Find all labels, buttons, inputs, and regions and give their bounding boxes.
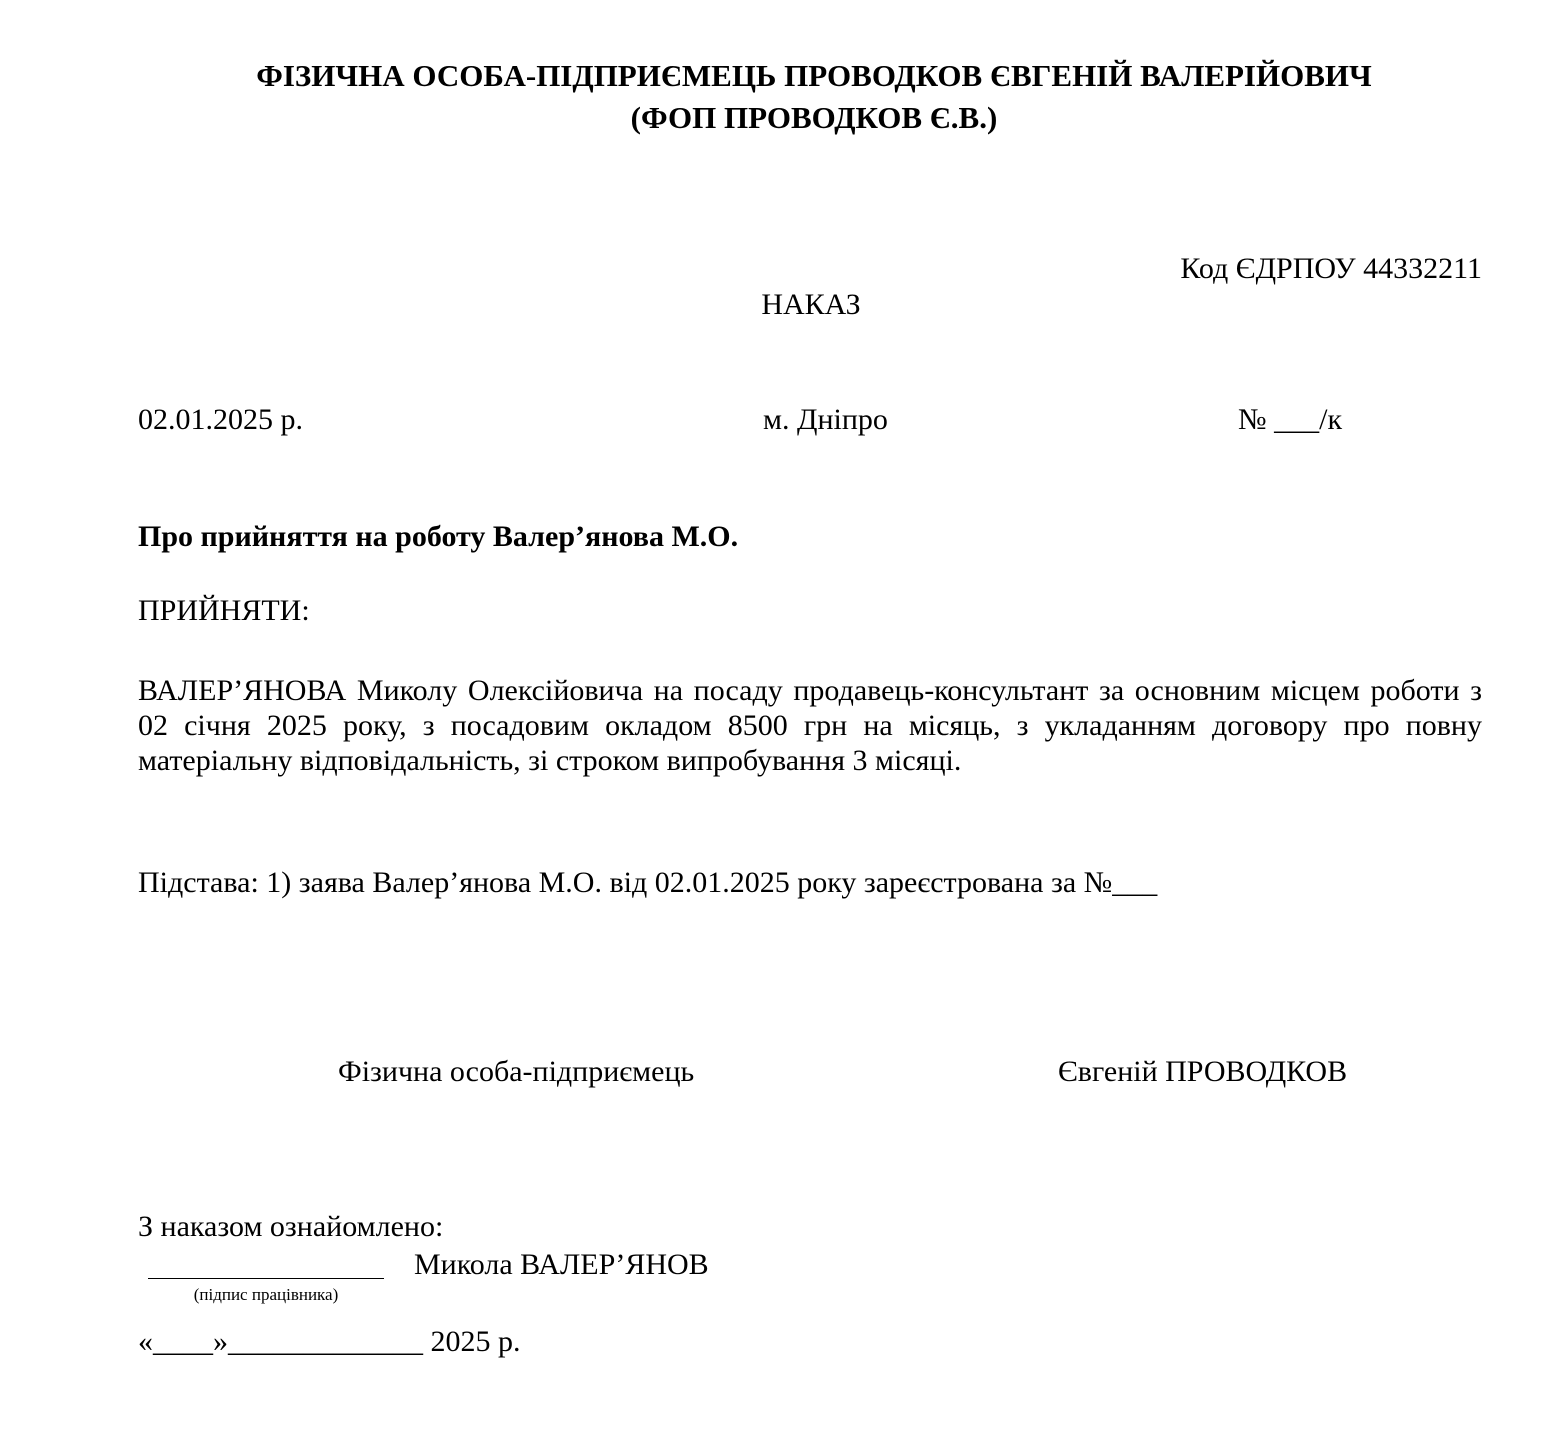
- document-title: НАКАЗ: [761, 288, 861, 321]
- order-body: ВАЛЕР’ЯНОВА Миколу Олексійовича на посаду продавець-консультант за основним місцем роботи з 02 січня 2025 року, з посадовим окладом 8500 грн на місяць, з укладанням договору про повну матеріальну відповідальність, зі строком випробування 3 місяці.: [138, 674, 1482, 777]
- signer-name: Євгеній ПРОВОДКОВ: [1058, 1055, 1348, 1088]
- acknowledgement-label: З наказом ознайомлено:: [138, 1210, 444, 1243]
- organization-short-name: (ФОП ПРОВОДКОВ Є.В.): [630, 100, 998, 135]
- edrpou-code: Код ЄДРПОУ 44332211: [1180, 252, 1482, 285]
- order-subject: Про прийняття на роботу Валер’янова М.О.: [138, 520, 739, 553]
- order-basis: Підстава: 1) заява Валер’янова М.О. від 02.01.2025 року зареєстрована за №___: [138, 866, 1158, 899]
- signature-caption: (підпис працівника): [193, 1285, 339, 1304]
- document-city: м. Дніпро: [763, 403, 888, 436]
- employee-signature-line: [148, 1278, 384, 1279]
- document-date: 02.01.2025 р.: [138, 403, 303, 436]
- acknowledgement-date-line: «____»_____________ 2025 р.: [138, 1325, 521, 1358]
- employee-name: Микола ВАЛЕР’ЯНОВ: [414, 1248, 709, 1281]
- document-number: № ___/к: [1238, 403, 1343, 436]
- organization-name: ФІЗИЧНА ОСОБА-ПІДПРИЄМЕЦЬ ПРОВОДКОВ ЄВГЕНІЙ ВАЛЕРІЙОВИЧ: [256, 58, 1372, 93]
- signer-position: Фізична особа-підприємець: [338, 1055, 695, 1088]
- order-action: ПРИЙНЯТИ:: [138, 594, 310, 627]
